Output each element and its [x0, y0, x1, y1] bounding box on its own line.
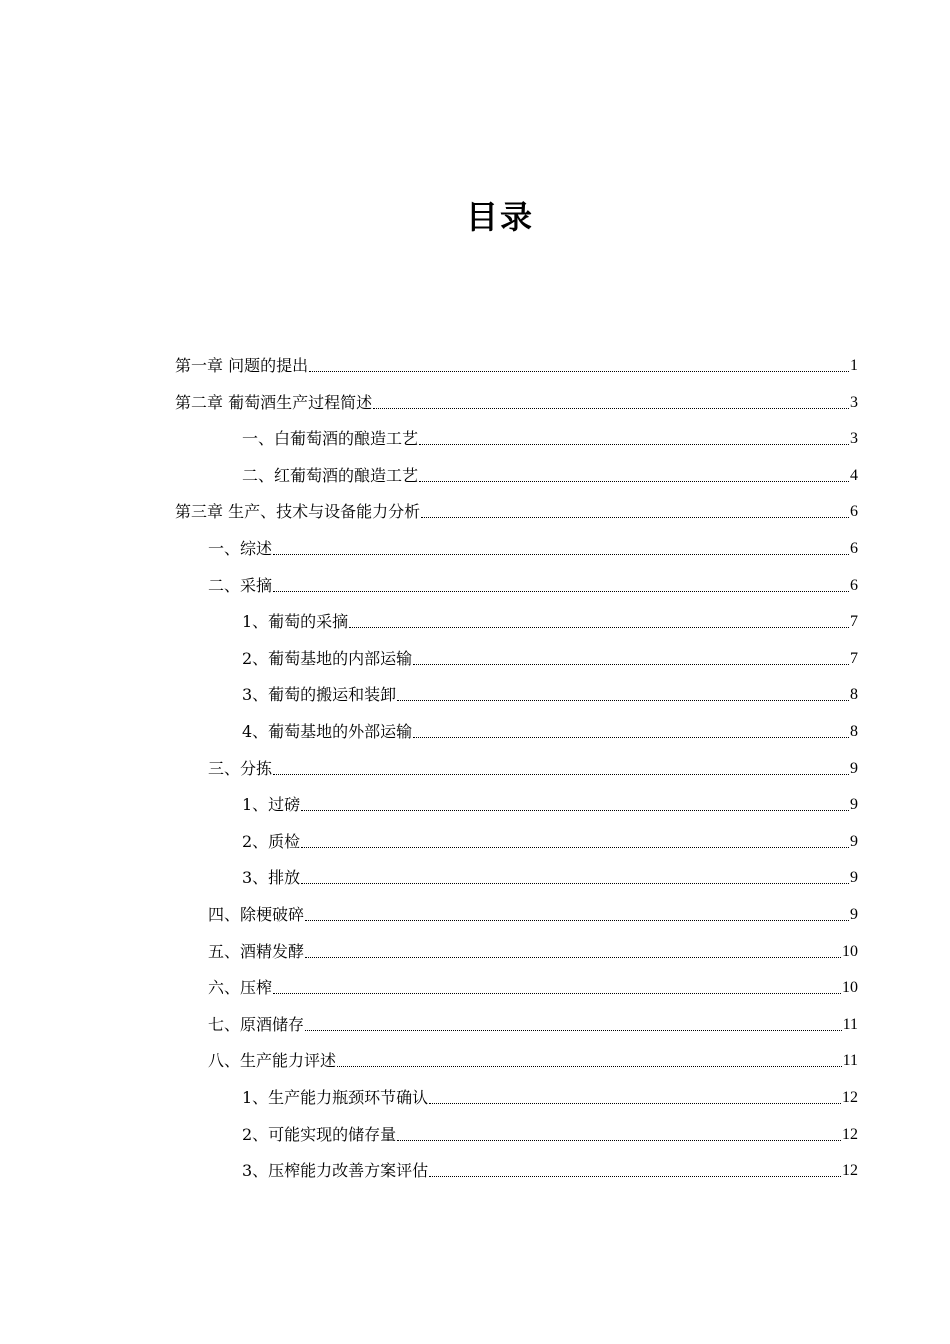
- toc-entry-label: 二、采摘: [208, 575, 273, 595]
- toc-page-number: 12: [842, 1089, 858, 1106]
- toc-dot-leader: [429, 1176, 841, 1177]
- toc-dot-leader: [413, 737, 849, 738]
- toc-dot-leader: [349, 627, 849, 628]
- toc-dot-leader: [305, 1030, 842, 1031]
- toc-entry[interactable]: [208, 938, 858, 962]
- toc-page-number: 10: [842, 942, 858, 960]
- toc-entry-label: 1、生产能力瓶颈环节确认: [242, 1088, 429, 1107]
- toc-entry-label: 3、排放: [242, 868, 301, 888]
- toc-entry-label: 第二章 葡萄酒生产过程简述: [175, 392, 373, 412]
- toc-entry[interactable]: [208, 1047, 858, 1071]
- toc-page-number: 10: [842, 979, 858, 997]
- toc-entry-label: 3、葡萄的搬运和装卸: [242, 685, 397, 705]
- toc-dot-leader: [397, 700, 849, 701]
- toc-dot-leader: [419, 481, 849, 482]
- toc-dot-leader: [301, 810, 849, 811]
- toc-page-number: 6: [850, 576, 858, 594]
- toc-entry[interactable]: [175, 352, 858, 376]
- page-title: 目录: [465, 198, 534, 236]
- toc-dot-leader: [273, 993, 841, 994]
- toc-entry[interactable]: [208, 755, 858, 779]
- toc-entry-label: 1、葡萄的采摘: [242, 612, 349, 632]
- toc-page-number: 7: [850, 613, 858, 631]
- toc-dot-leader: [429, 1103, 841, 1104]
- toc-dot-leader: [301, 883, 849, 884]
- toc-entry-label: 4、葡萄基地的外部运输: [242, 722, 413, 741]
- toc-entry[interactable]: [242, 1084, 858, 1108]
- toc-page-number: 9: [850, 796, 858, 814]
- toc-page-number: 6: [850, 503, 858, 521]
- toc-page-number: 3: [850, 393, 858, 411]
- toc-entry[interactable]: [242, 718, 858, 742]
- toc-dot-leader: [397, 1140, 841, 1141]
- toc-entry[interactable]: [242, 462, 858, 486]
- toc-dot-leader: [273, 591, 849, 592]
- toc-entry-label: 七、原酒储存: [208, 1014, 305, 1034]
- toc-page-number: 9: [850, 832, 858, 850]
- toc-dot-leader: [337, 1066, 842, 1067]
- toc-entry[interactable]: [242, 425, 858, 449]
- toc-entry[interactable]: [242, 608, 858, 632]
- toc-entry-label: 2、质检: [242, 831, 301, 851]
- toc-dot-leader: [301, 847, 849, 848]
- toc-entry-label: 第一章 问题的提出: [175, 356, 309, 375]
- toc-entry[interactable]: [208, 974, 858, 998]
- toc-page-number: 11: [842, 1015, 858, 1033]
- toc-dot-leader: [373, 408, 849, 409]
- toc-entry[interactable]: [242, 828, 858, 852]
- toc-entry-label: 第三章 生产、技术与设备能力分析: [175, 502, 421, 522]
- toc-entry-label: 1、过磅: [242, 795, 301, 815]
- toc-page-number: 9: [850, 759, 858, 777]
- toc-entry[interactable]: [242, 1157, 858, 1181]
- toc-page-number: 12: [842, 1125, 858, 1143]
- toc-entry[interactable]: [175, 389, 858, 413]
- toc-entry-label: 六、压榨: [208, 978, 273, 998]
- toc-entry[interactable]: [242, 645, 858, 669]
- toc-page-number: 8: [850, 723, 858, 740]
- toc-page-number: 9: [850, 869, 858, 887]
- toc-page-number: 8: [850, 686, 858, 704]
- toc-entry[interactable]: [208, 901, 858, 925]
- toc-entry-label: 四、除梗破碎: [208, 905, 305, 924]
- toc-entry-label: 二、红葡萄酒的酿造工艺: [242, 465, 419, 485]
- toc-entry-label: 八、生产能力评述: [208, 1051, 337, 1071]
- toc-page-number: 7: [850, 649, 858, 667]
- toc-entry-label: 3、压榨能力改善方案评估: [242, 1161, 429, 1181]
- toc-page-number: 9: [850, 906, 858, 923]
- toc-entry[interactable]: [242, 791, 858, 815]
- toc-page-number: 6: [850, 540, 858, 557]
- toc-entry-label: 五、酒精发酵: [208, 941, 305, 961]
- toc-entry[interactable]: [208, 572, 858, 596]
- toc-dot-leader: [305, 957, 841, 958]
- toc-entry[interactable]: [175, 498, 858, 522]
- toc-page-number: 1: [850, 357, 858, 374]
- toc-dot-leader: [305, 920, 849, 921]
- toc-dot-leader: [419, 444, 849, 445]
- toc-entry-label: 一、综述: [208, 539, 273, 558]
- toc-dot-leader: [309, 371, 849, 372]
- toc-entry-label: 2、可能实现的储存量: [242, 1124, 397, 1144]
- toc-entry[interactable]: [208, 1011, 858, 1035]
- toc-dot-leader: [273, 774, 849, 775]
- toc-dot-leader: [273, 554, 849, 555]
- toc-entry-label: 2、葡萄基地的内部运输: [242, 648, 413, 668]
- toc-entry-label: 一、白葡萄酒的酿造工艺: [242, 429, 419, 449]
- toc-page-number: 4: [850, 466, 858, 484]
- toc-entry[interactable]: [208, 535, 858, 559]
- toc-entry[interactable]: [242, 864, 858, 888]
- toc-dot-leader: [421, 517, 849, 518]
- toc-entry[interactable]: [242, 681, 858, 705]
- toc-entry-label: 三、分拣: [208, 758, 273, 778]
- toc-dot-leader: [413, 664, 849, 665]
- toc-entry[interactable]: [242, 1121, 858, 1145]
- toc-page-number: 3: [850, 430, 858, 448]
- toc-page-number: 11: [842, 1052, 858, 1070]
- toc-page-number: 12: [842, 1162, 858, 1180]
